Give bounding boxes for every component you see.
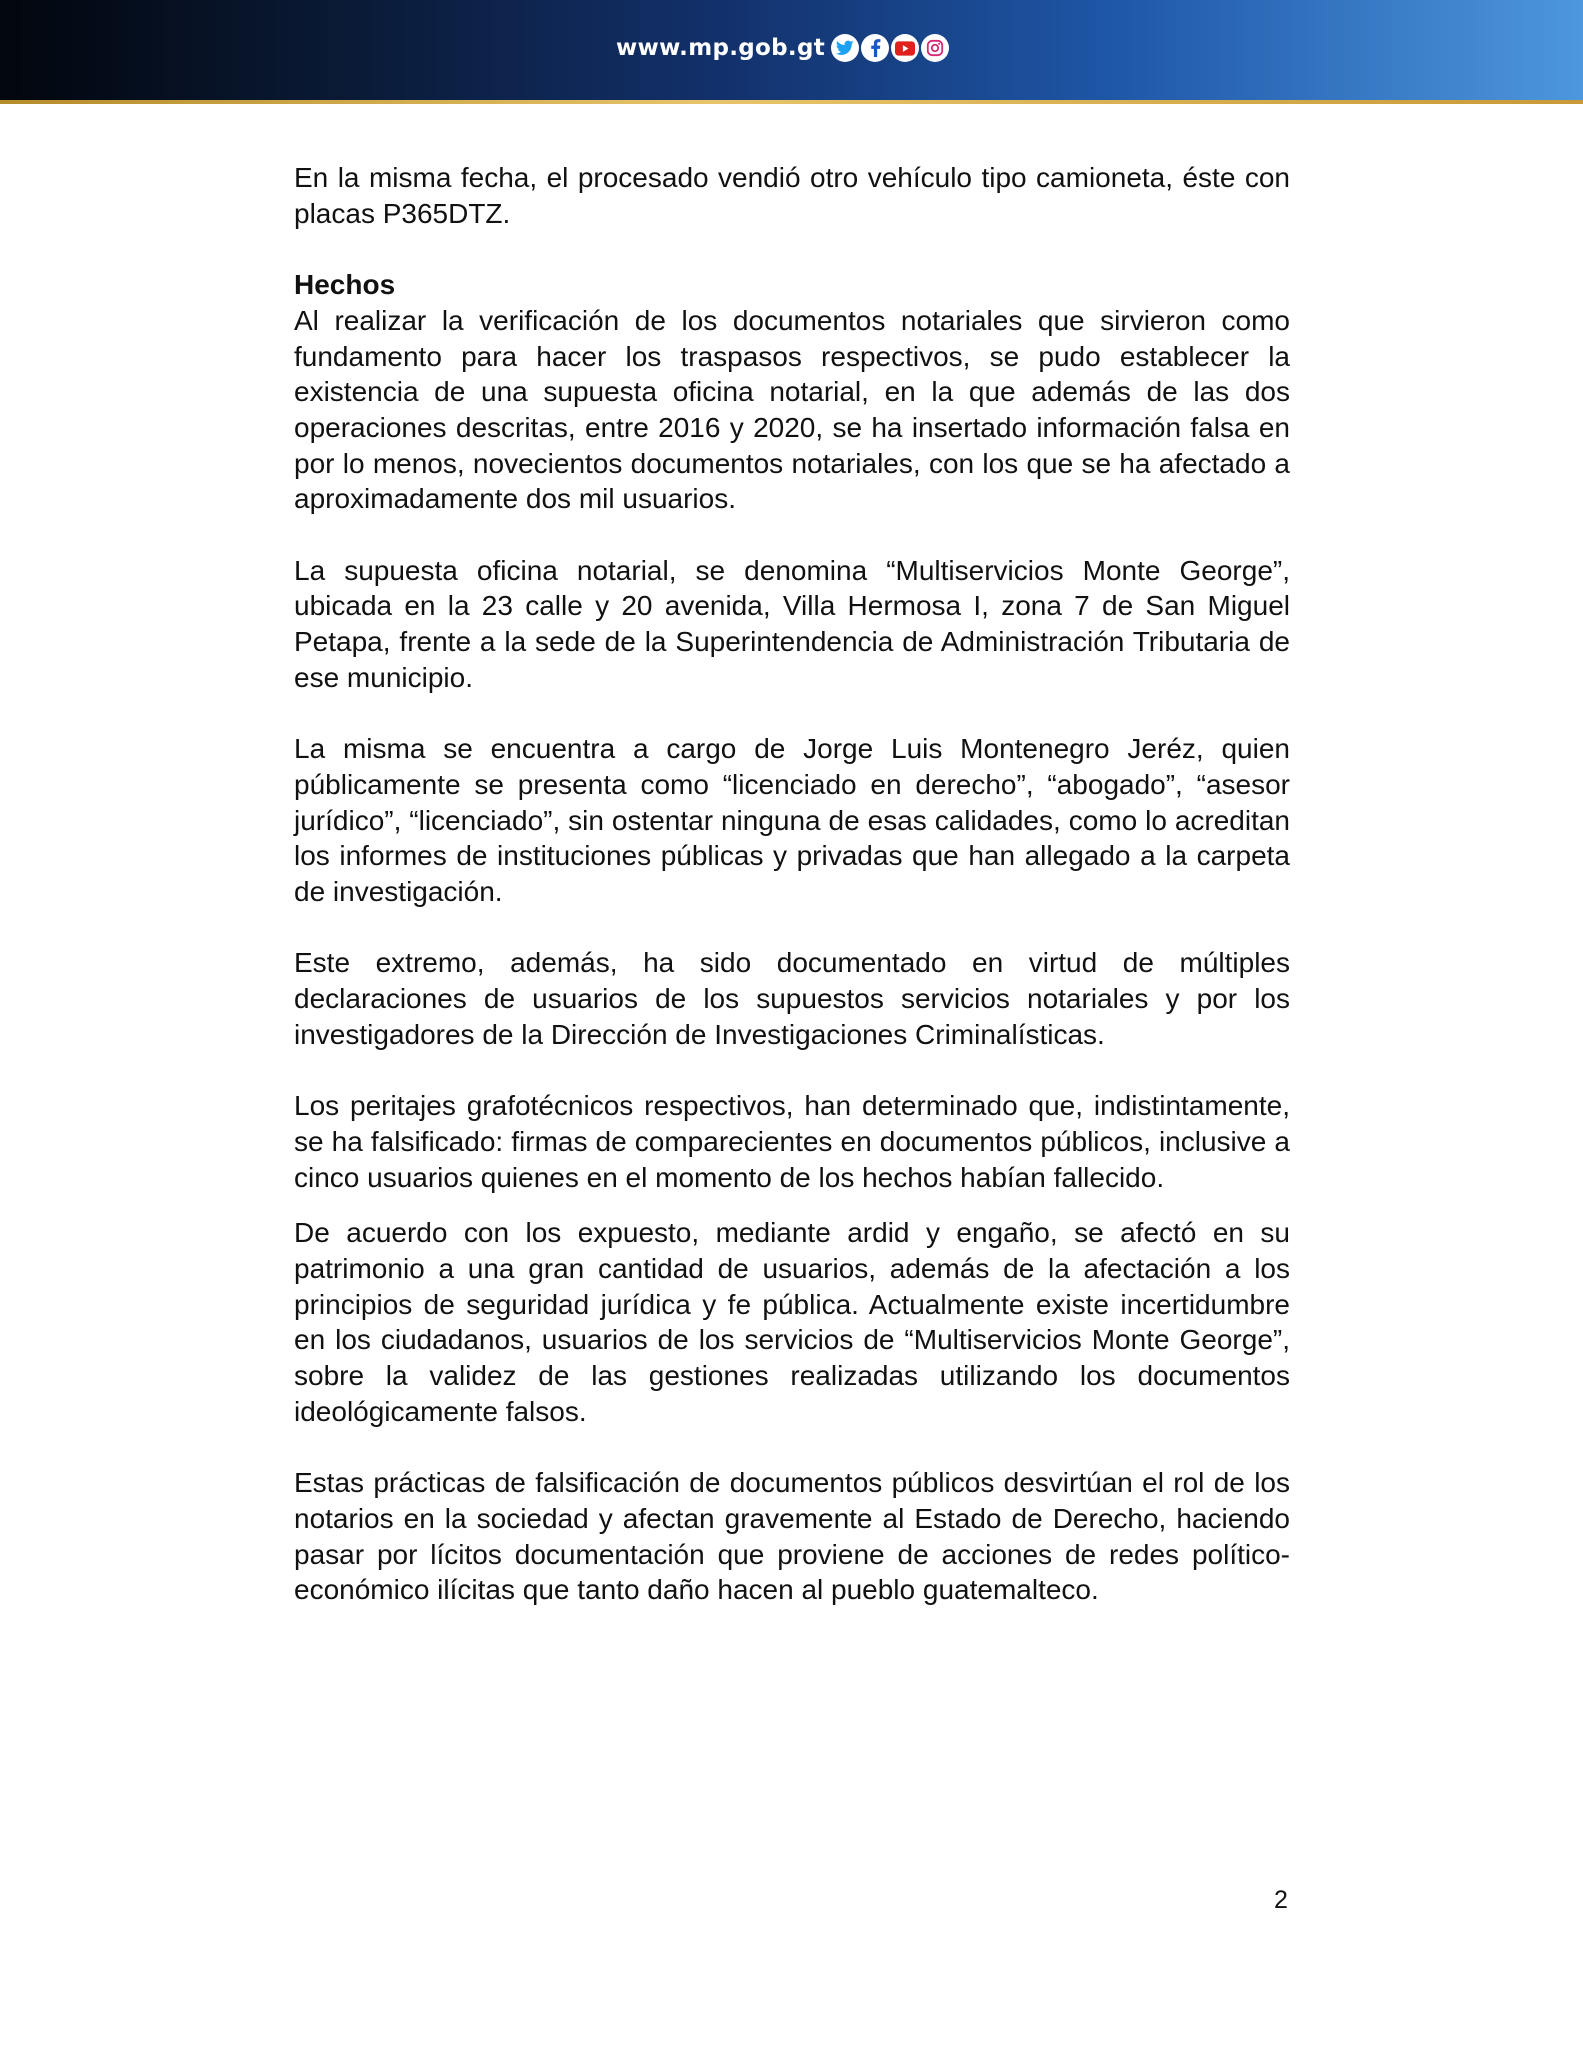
paragraph: De acuerdo con los expuesto, mediante ardid y engaño, se afectó en su patrimonio a una gran cantidad de usuarios, además de la afectación a los principios de seguridad jurídica y fe pública. Actualmente existe incertidumbre en los ciudadanos, usuarios de los servicios de “Multiservicios Monte George”, sobre la validez de las gestiones realizadas utilizando los documentos ideológicamente falsos.: [294, 1217, 1290, 1427]
paragraph: La misma se encuentra a cargo de Jorge Luis Montenegro Jeréz, quien públicamente se presenta como “licenciado en derecho”, “abogado”, “asesor jurídico”, “licenciado”, sin ostentar ninguna de esas calidades, como lo acreditan los informes de instituciones públicas y privadas que han allegado a la carpeta de investigación.: [294, 733, 1290, 908]
paragraph: Al realizar la verificación de los documentos notariales que sirvieron como fundamento para hacer los traspasos respectivos, se pudo establecer la existencia de una supuesta oficina notarial, en la que además de las dos operaciones descritas, entre 2016 y 2020, se ha insertado información falsa en por lo menos, novecientos documentos notariales, con los que se ha afectado a aproximadamente dos mil usuarios.: [294, 304, 1290, 515]
header-gold-divider: [0, 100, 1583, 104]
page-number: 2: [1274, 1886, 1288, 1914]
facebook-icon[interactable]: [861, 34, 889, 62]
section-heading: Hechos: [294, 269, 396, 301]
intro-paragraph: En la misma fecha, el procesado vendió otro vehículo tipo camioneta, éste con placas P365DTZ.: [294, 162, 1290, 229]
paragraph: Los peritajes grafotécnicos respectivos, han determinado que, indistintamente, se ha falsificado: firmas de comparecientes en documentos públicos, inclusive a cinco usuarios quienes en el momento de los hechos habían fallecido.: [294, 1090, 1290, 1193]
paragraph: Estas prácticas de falsificación de documentos públicos desvirtúan el rol de los notarios en la sociedad y afectan gravemente al Estado de Derecho, haciendo pasar por lícitos documentación que proviene de acciones de redes político-económico ilícitas que tanto daño hacen al pueblo guatemalteco.: [294, 1467, 1290, 1606]
document-body: [294, 160, 1290, 1608]
paragraph: La supuesta oficina notarial, se denomina “Multiservicios Monte George”, ubicada en la 23 calle y 20 avenida, Villa Hermosa I, zona 7 de San Miguel Petapa, frente a la sede de la Superintendencia de Administración Tributaria de ese municipio.: [294, 554, 1290, 693]
website-url[interactable]: www.mp.gob.gt: [616, 35, 826, 61]
youtube-icon[interactable]: [891, 34, 919, 62]
social-media-links: [831, 34, 949, 64]
paragraph: Este extremo, además, ha sido documentado en virtud de múltiples declaraciones de usuarios de los supuestos servicios notariales y por los investigadores de la Dirección de Investigaciones Criminalísticas.: [294, 947, 1290, 1050]
instagram-icon[interactable]: [921, 34, 949, 62]
twitter-icon[interactable]: [831, 34, 859, 62]
